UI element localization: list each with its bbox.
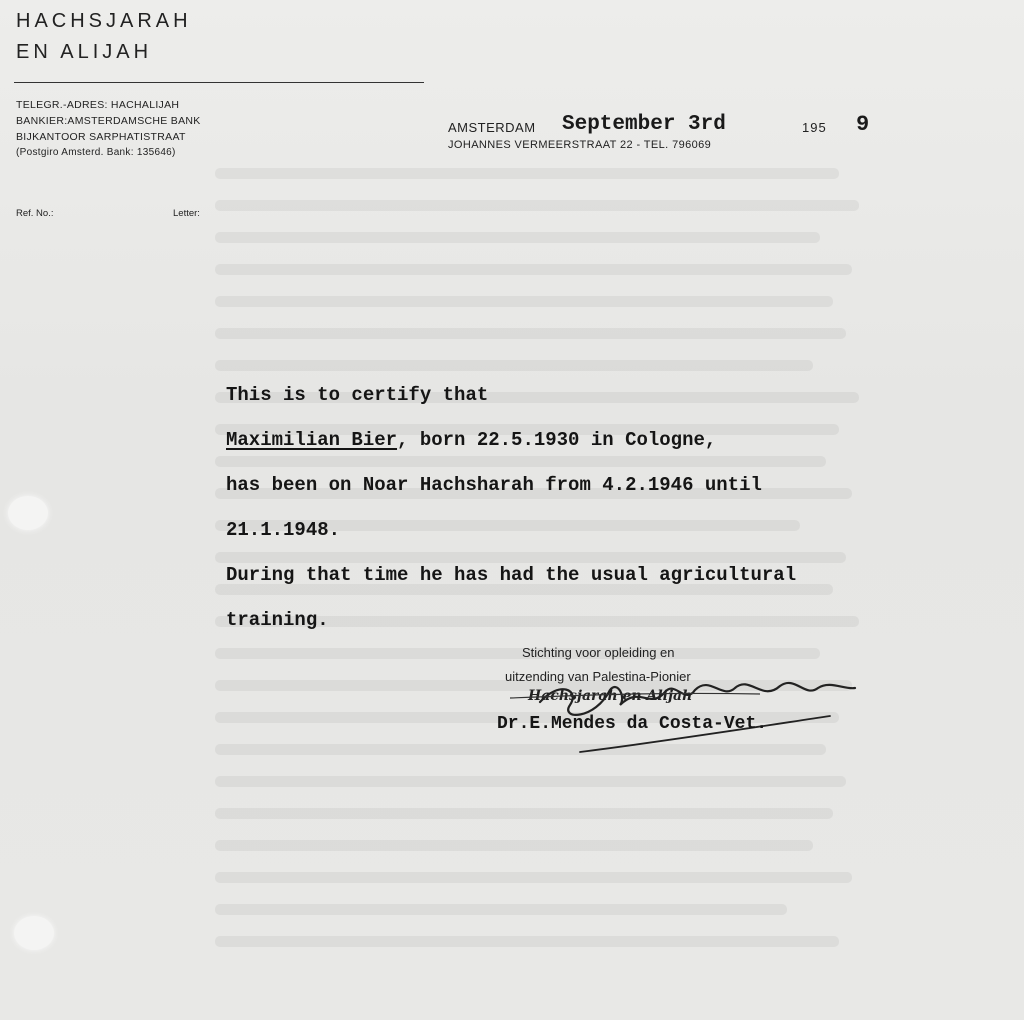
body-line-3: has been on Noar Hachsharah from 4.2.1946 until <box>226 474 762 496</box>
bank-line: BANKIER:AMSTERDAMSCHE BANK <box>16 115 201 127</box>
letterhead-rule <box>14 82 424 83</box>
letter-body <box>226 376 796 646</box>
letter-date: September 3rd <box>562 113 726 136</box>
body-line-4: 21.1.1948. <box>226 519 341 541</box>
stamp-script-name: Hachsjarah en Alijah <box>528 688 693 704</box>
year-digit: 9 <box>856 112 870 137</box>
street-address: JOHANNES VERMEERSTRAAT 22 - TEL. 796069 <box>448 139 712 151</box>
body-line-2-rest: , born 22.5.1930 in Cologne, <box>397 429 717 451</box>
letter-label: Letter: <box>173 208 200 219</box>
org-name-line1: HACHSJARAH <box>16 10 192 32</box>
body-line-1: This is to certify that <box>226 384 489 406</box>
telegram-address: TELEGR.-ADRES: HACHALIJAH <box>16 99 180 111</box>
letterhead-address-block <box>16 97 201 161</box>
handwritten-signature <box>500 650 870 770</box>
postgiro-line: (Postgiro Amsterd. Bank: 135646) <box>16 147 176 158</box>
stamp-line-2: uitzending van Palestina-Pionier <box>505 669 691 684</box>
ref-no-label: Ref. No.: <box>16 208 54 219</box>
body-line-2 <box>226 421 796 466</box>
punch-hole-bottom <box>14 916 54 950</box>
org-name-line2: EN ALIJAH <box>16 41 153 63</box>
certified-person-name: Maximilian Bier <box>226 429 398 451</box>
signer-name: Dr.E.Mendes da Costa-Vet. <box>497 714 768 734</box>
branch-line: BIJKANTOOR SARPHATISTRAAT <box>16 131 186 143</box>
letterhead-organization <box>16 6 192 68</box>
punch-hole-top <box>8 496 48 530</box>
body-line-6: training. <box>226 609 329 631</box>
body-line-5: During that time he has had the usual agricultural <box>226 564 797 586</box>
stamp-line-1: Stichting voor opleiding en <box>522 645 675 660</box>
city-label: AMSTERDAM <box>448 120 536 135</box>
year-prefix: 195 <box>802 120 827 135</box>
